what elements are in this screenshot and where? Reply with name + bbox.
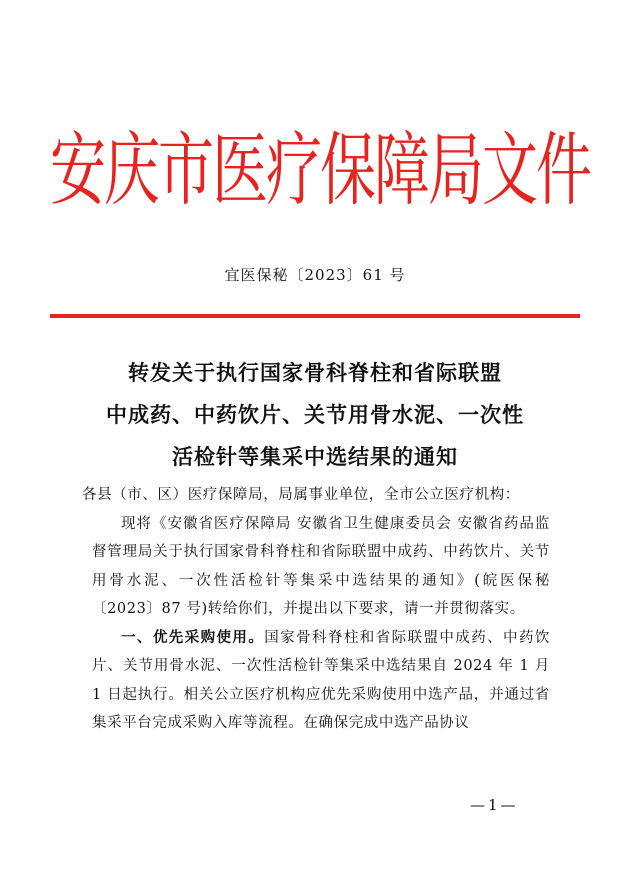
page-number: —1—	[470, 796, 519, 814]
notice-title	[50, 352, 580, 478]
addressee-line: 各县（市、区）医疗保障局，局属事业单位，全市公立医疗机构：	[82, 487, 520, 503]
notice-title-line: 活检针等集采中选结果的通知	[172, 444, 458, 469]
section-1-heading: 一、优先采购使用。	[121, 628, 265, 646]
notice-title-line: 中成药、中药饮片、关节用骨水泥、一次性	[106, 402, 524, 427]
document-header-title: 安庆市医疗保障局文件	[50, 125, 590, 218]
red-divider-rule	[50, 314, 580, 318]
notice-title-line: 转发关于执行国家骨科脊柱和省际联盟	[128, 360, 502, 385]
intro-paragraph: 现将《安徽省医疗保障局 安徽省卫生健康委员会 安徽省药品监督管理局关于执行国家骨科脊柱和省际联盟中成药、中药饮片、关节用骨水泥、一次性活检针等集采中选结果的通知》(皖医保秘〔2023〕87 号)转给你们，并提出以下要求，请一并贯彻落实。	[92, 515, 550, 617]
section-1-paragraph	[92, 624, 550, 738]
document-body	[82, 481, 550, 738]
section-1-text: 国家骨科脊柱和省际联盟中成药、中药饮片、关节用骨水泥、一次性活检针等集采中选结果自 2024 年 1 月 1 日起执行。相关公立医疗机构应优先采购使用中选产品，并通过省集采平台完成采购入库等流程。在确保完成中选产品协议	[92, 629, 550, 731]
document-number: 宜医保秘〔2023〕61 号	[224, 266, 406, 284]
